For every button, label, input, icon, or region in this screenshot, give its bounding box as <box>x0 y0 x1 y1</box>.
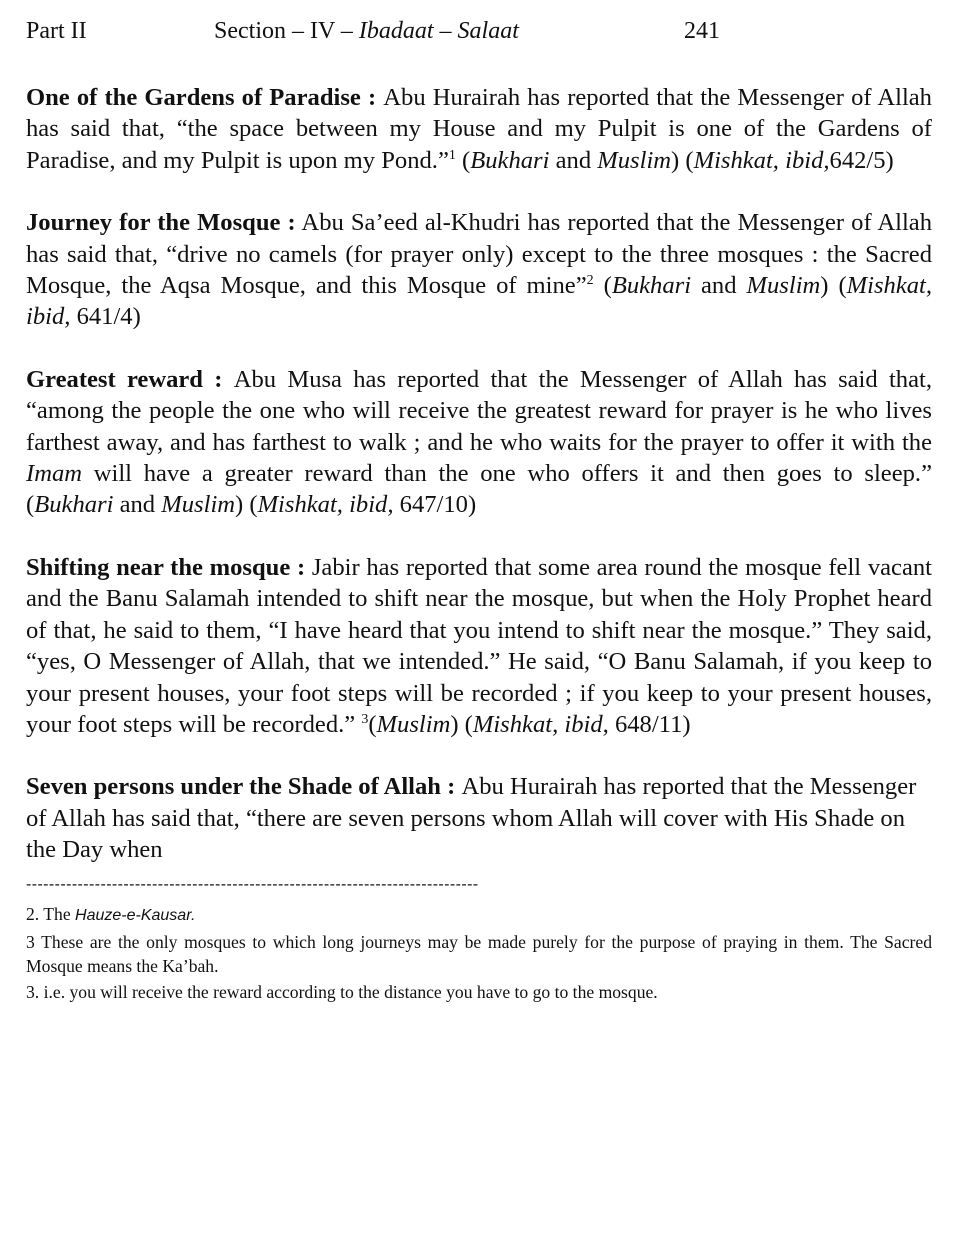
citation-source: Muslim <box>161 491 236 519</box>
paragraph-text: Jabir has reported that some area round the mosque fell vacant and the Banu Salamah intended to shift near the mosque, but when the Holy Prophet heard of that, he said to them, “I have heard that you intend to shift near the mosque.” They said, “yes, O Messenger of Allah, that we intended.” He said, “O Banu Salamah, if you keep to your present houses, your foot steps will be recorded ; if you keep to your present houses, your foot steps will be recorded.” <box>26 553 933 738</box>
body-text <box>26 82 932 866</box>
paragraph-text: ) ( <box>450 710 473 738</box>
paragraph-text: Abu Sa’eed al-Khudri has reported that the Messenger of Allah has said that, “drive no camels (for prayer only) except to the three mosques : the Sacred Mosque, the Aqsa Mosque, and this Mosque of mine” <box>26 209 932 300</box>
citation-source: Muslim <box>597 146 672 174</box>
paragraph-text: and <box>113 491 162 519</box>
citation-reference: Mishkat, ibid, <box>693 146 830 174</box>
citation-reference: Mishkat, ibid, <box>26 272 933 331</box>
paragraph-greatest-reward <box>26 364 932 521</box>
citation-number: 641/4) <box>70 303 141 331</box>
paragraph-text: ( <box>368 710 377 738</box>
footnote-label: 2. The <box>26 903 76 924</box>
paragraph-text: Abu Hurairah has reported that the Messenger of Allah has said that, “the space between my House and my Pulpit is one of the Gardens of Paradise, and my Pulpit is upon my Pond.” <box>26 84 932 174</box>
paragraph-text: ( <box>455 146 471 174</box>
footnotes <box>26 902 932 1004</box>
citation-number: 647/10) <box>393 491 477 519</box>
paragraph-heading: Journey for the Mosque : <box>26 209 296 237</box>
page-header <box>26 18 932 52</box>
footnote-3: 3 These are the only mosques to which long journeys may be made purely for the purpose of praying in them. The Sacred Mosque means the Ka’bah. <box>26 931 932 976</box>
citation-reference: Mishkat, ibid, <box>472 710 609 738</box>
footnote-3b: 3. i.e. you will receive the reward according to the distance you have to go to the mosque. <box>26 981 658 1002</box>
paragraph-text: ) ( <box>820 272 847 300</box>
citation-source: Muslim <box>746 272 821 300</box>
header-section-prefix: Section – IV – <box>214 18 359 44</box>
footnote-term: Hauze-e-Kausar. <box>75 906 196 924</box>
citation-source: Bukhari <box>470 146 550 174</box>
footnote-2 <box>26 902 932 928</box>
citation-number: 648/11) <box>608 710 691 738</box>
paragraph-shifting-near-mosque <box>26 552 932 740</box>
paragraph-gardens-of-paradise <box>26 82 932 176</box>
paragraph-heading: Seven persons under the Shade of Allah <box>26 773 441 801</box>
citation-source: Bukhari <box>611 272 692 300</box>
paragraph-text: will have a greater reward than the one who offers it and then goes to sleep.” ( <box>26 460 932 519</box>
page-number: 241 <box>684 18 720 44</box>
paragraph-text: Abu Musa has reported that the Messenger of Allah has said that, “among the people the one who will receive the greatest reward for prayer is he who lives farthest away, and has farthest to walk ; and he who waits for the prayer to offer it with the <box>26 365 932 456</box>
header-section-italic: Ibadaat – Salaat <box>358 18 519 44</box>
paragraph-heading: Greatest reward <box>26 365 203 393</box>
footnote-divider: ------------------------------------------------------------------------------- <box>26 877 479 892</box>
paragraph-text: and <box>691 272 747 300</box>
footnote-marker: 3 <box>361 711 369 727</box>
paragraph-text: ( <box>593 272 612 300</box>
paragraph-text: and <box>549 146 598 174</box>
paragraph-seven-persons <box>26 771 932 865</box>
citation-source: Muslim <box>376 710 451 738</box>
heading-separator: : <box>440 773 462 801</box>
paragraph-text: Abu Hurairah has reported that the Messenger of Allah has said that, “there are seven persons whom Allah will cover with His Shade on the Day when <box>26 773 917 864</box>
paragraph-journey-for-mosque <box>26 207 932 333</box>
citation-number: 642/5) <box>829 146 894 174</box>
header-part: Part II <box>26 18 87 44</box>
paragraph-text: ) ( <box>671 146 694 174</box>
document-page <box>26 18 932 1006</box>
italic-term: Imam <box>26 460 83 488</box>
citation-reference: Mishkat, ibid, <box>257 491 394 519</box>
paragraph-heading: One of the Gardens of Paradise <box>26 84 361 111</box>
citation-source: Bukhari <box>34 491 114 519</box>
header-section <box>214 18 519 45</box>
heading-separator: : <box>360 84 384 111</box>
footnote-marker: 1 <box>448 147 456 163</box>
footnote-marker: 2 <box>586 272 594 288</box>
heading-separator: : <box>202 365 234 393</box>
paragraph-text: ) ( <box>235 491 258 519</box>
paragraph-heading: Shifting near the mosque : <box>26 553 306 581</box>
